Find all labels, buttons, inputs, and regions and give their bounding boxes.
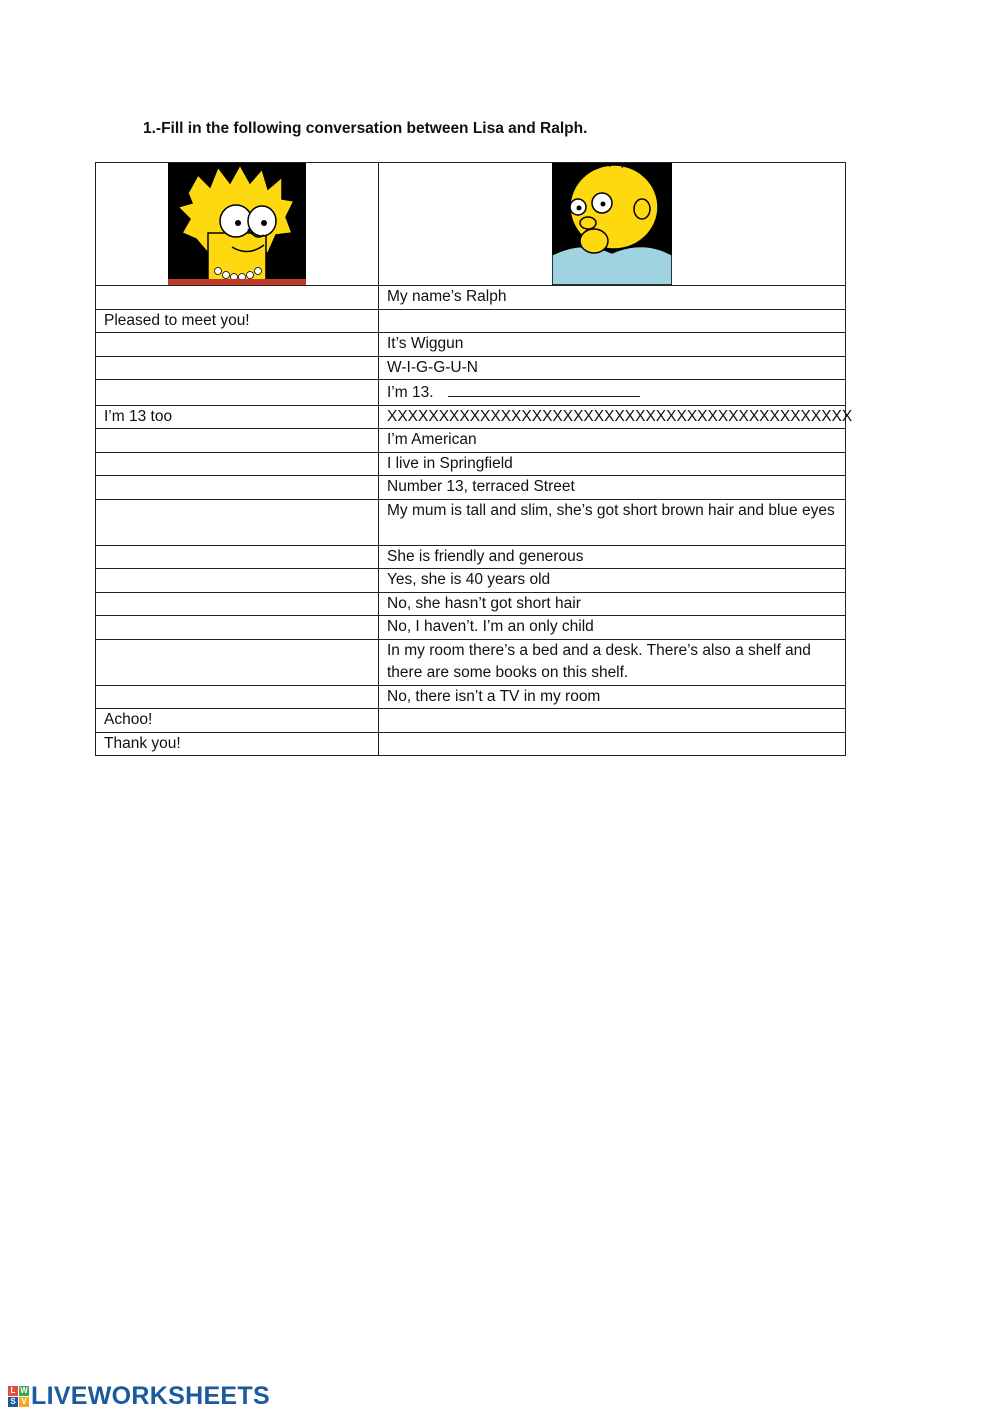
liveworksheets-footer bbox=[8, 1381, 270, 1411]
table-row bbox=[96, 732, 846, 756]
ralph-image bbox=[552, 163, 672, 285]
lisa-line: Thank you! bbox=[96, 732, 379, 756]
portrait-row bbox=[96, 163, 846, 286]
lisa-line: I’m 13 too bbox=[96, 405, 379, 429]
ralph-line: She is friendly and generous bbox=[379, 545, 846, 569]
table-row bbox=[96, 499, 846, 545]
conversation-table bbox=[95, 162, 853, 756]
lisa-line[interactable] bbox=[96, 429, 379, 453]
table-row bbox=[96, 476, 846, 500]
liveworksheets-logo-icon: L W S V bbox=[8, 1386, 29, 1407]
lisa-line: Pleased to meet you! bbox=[96, 309, 379, 333]
ralph-line: No, I haven’t. I’m an only child bbox=[379, 616, 846, 640]
lisa-line[interactable] bbox=[96, 616, 379, 640]
ralph-line bbox=[379, 380, 846, 406]
ralph-line: Yes, she is 40 years old bbox=[379, 569, 846, 593]
ralph-line: No, she hasn’t got short hair bbox=[379, 592, 846, 616]
liveworksheets-logo: LIVEWORKSHEETS bbox=[31, 1381, 270, 1410]
table-row bbox=[96, 429, 846, 453]
lisa-line[interactable] bbox=[96, 499, 379, 545]
lisa-line[interactable] bbox=[96, 685, 379, 709]
table-row bbox=[96, 286, 846, 310]
worksheet-title: 1.-Fill in the following conversation between Lisa and Ralph. bbox=[143, 120, 588, 137]
ralph-line[interactable] bbox=[379, 732, 846, 756]
ralph-line: I’m American bbox=[379, 429, 846, 453]
table-row bbox=[96, 709, 846, 733]
lisa-portrait bbox=[168, 163, 306, 285]
ralph-line-text: I’m 13. bbox=[387, 384, 434, 401]
answer-blank[interactable] bbox=[448, 380, 640, 397]
table-row bbox=[96, 452, 846, 476]
table-row bbox=[96, 616, 846, 640]
ralph-line: My name’s Ralph bbox=[379, 286, 846, 310]
ralph-line: My mum is tall and slim, she’s got short brown hair and blue eyes bbox=[379, 499, 846, 545]
table-row bbox=[96, 545, 846, 569]
ralph-line: I live in Springfield bbox=[379, 452, 846, 476]
table-row bbox=[96, 569, 846, 593]
lisa-line[interactable] bbox=[96, 592, 379, 616]
lisa-line[interactable] bbox=[96, 286, 379, 310]
ralph-line: It’s Wiggun bbox=[379, 333, 846, 357]
ralph-portrait-cell bbox=[379, 163, 846, 286]
table-row bbox=[96, 685, 846, 709]
table-row bbox=[96, 405, 846, 429]
lisa-line[interactable] bbox=[96, 452, 379, 476]
lisa-line[interactable] bbox=[96, 333, 379, 357]
ralph-line[interactable] bbox=[379, 709, 846, 733]
lisa-portrait-cell bbox=[96, 163, 379, 286]
lisa-line: Achoo! bbox=[96, 709, 379, 733]
lisa-line[interactable] bbox=[96, 380, 379, 406]
ralph-line: No, there isn’t a TV in my room bbox=[379, 685, 846, 709]
ralph-line: In my room there’s a bed and a desk. There’s also a shelf and there are some books on this shelf. bbox=[379, 639, 846, 685]
table-row bbox=[96, 592, 846, 616]
lisa-line[interactable] bbox=[96, 569, 379, 593]
ralph-line: Number 13, terraced Street bbox=[379, 476, 846, 500]
table-row bbox=[96, 639, 846, 685]
ralph-line[interactable] bbox=[379, 309, 846, 333]
lisa-image bbox=[168, 163, 306, 285]
ralph-portrait bbox=[552, 163, 672, 285]
table-row bbox=[96, 356, 846, 380]
lisa-line[interactable] bbox=[96, 356, 379, 380]
table-row bbox=[96, 333, 846, 357]
lisa-line[interactable] bbox=[96, 545, 379, 569]
ralph-line: W-I-G-G-U-N bbox=[379, 356, 846, 380]
lisa-line[interactable] bbox=[96, 639, 379, 685]
table-row bbox=[96, 309, 846, 333]
ralph-line: XXXXXXXXXXXXXXXXXXXXXXXXXXXXXXXXXXXXXXXXXXXXX bbox=[379, 405, 846, 429]
lisa-line[interactable] bbox=[96, 476, 379, 500]
table-row bbox=[96, 380, 846, 406]
